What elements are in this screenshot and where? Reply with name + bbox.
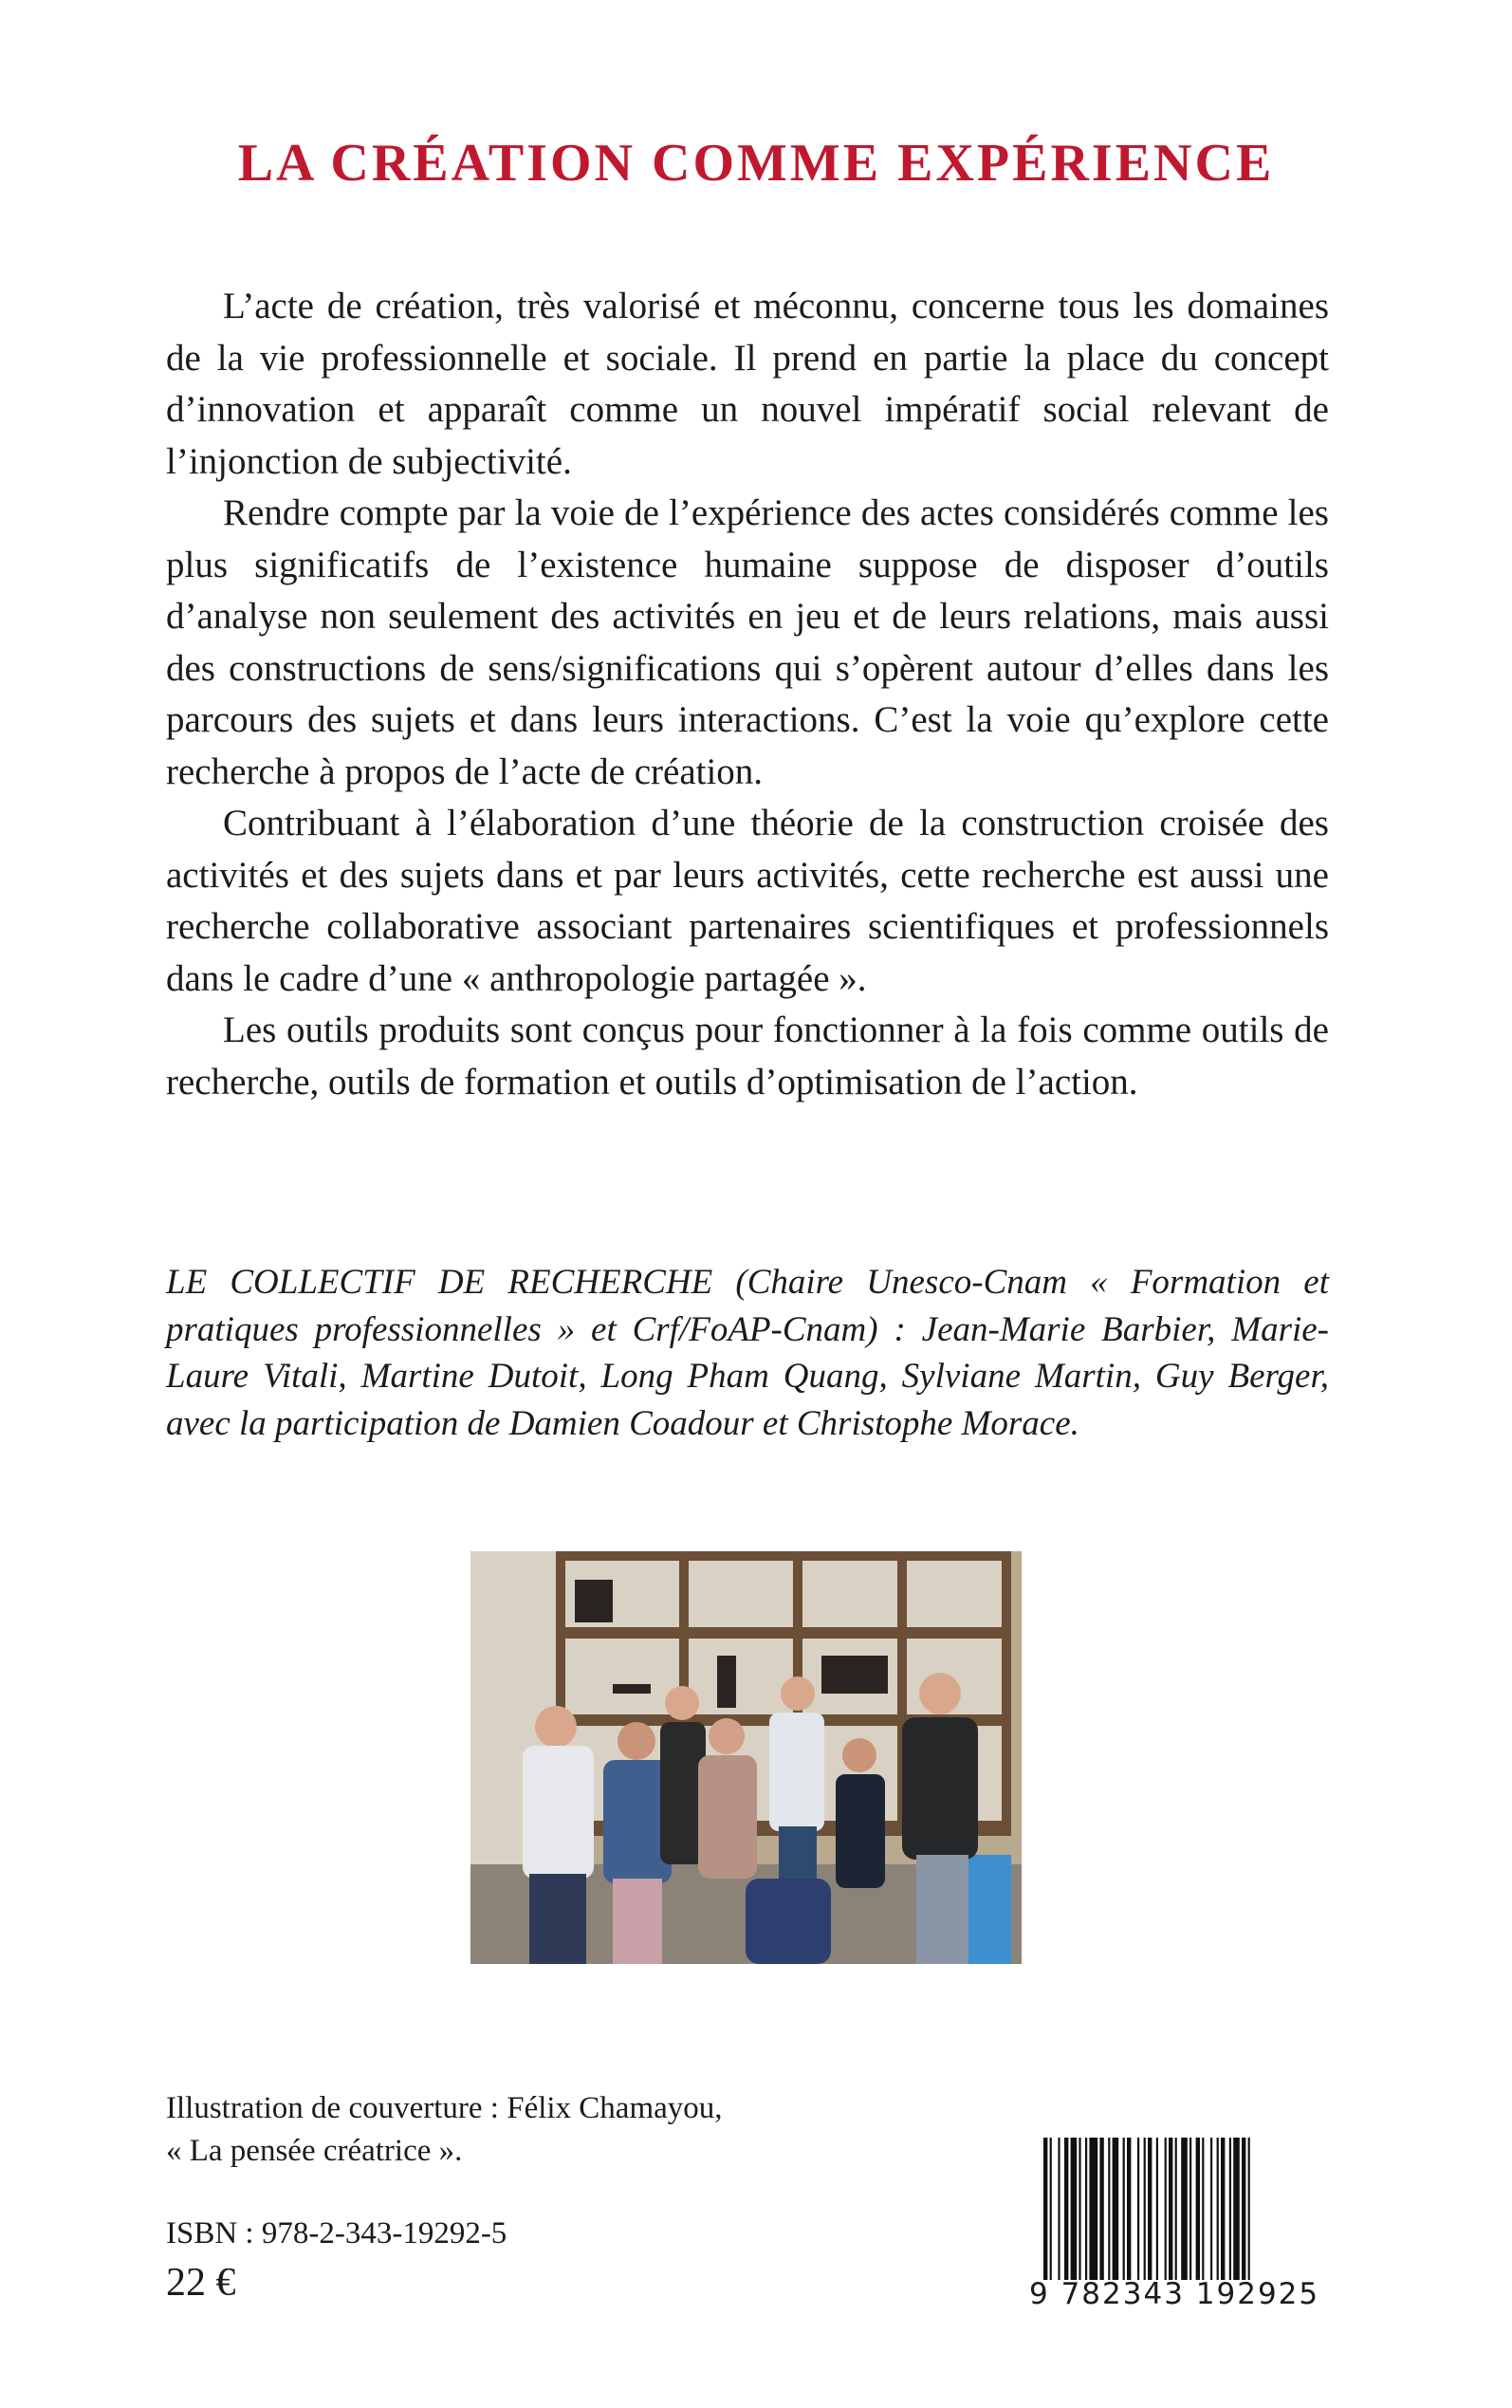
- cover-illustration-credit: [166, 2087, 723, 2173]
- credit-line: Illustration de couverture : Félix Chamayou,: [166, 2091, 723, 2125]
- summary-paragraph: Contribuant à l’élaboration d’une théorie de la construction croisée des activités et des sujets dans et par leurs activités, cette recherche est aussi une recherche collaborative associant partenaires scientifiques et professionnels dans le cadre d’une « anthropologie partagée ».: [166, 803, 1329, 999]
- authors-collective: LE COLLECTIF DE RECHERCHE (Chaire Unesco-Cnam « Formation et pratiques professionnelles » et Crf/FoAP-Cnam) : Jean-Marie Barbier, Marie-Laure Vitali, Martine Dutoit, Long Pham Quang, Sylviane Martin, Guy Berger, avec la participation de Damien Coadour et Christophe Morace.: [166, 1263, 1329, 1443]
- barcode-number: 9 782343 192925: [1029, 2277, 1320, 2311]
- book-title: LA CRÉATION COMME EXPÉRIENCE: [237, 134, 1275, 193]
- isbn: ISBN : 978-2-343-19292-5: [166, 2216, 507, 2251]
- price: 22 €: [166, 2261, 236, 2305]
- group-photo: [470, 1551, 1022, 1964]
- credit-line: « La pensée créatrice ».: [166, 2134, 463, 2168]
- back-cover-summary: [166, 281, 1329, 1108]
- summary-paragraph: L’acte de création, très valorisé et méconnu, concerne tous les domaines de la vie professionnelle et sociale. Il prend en partie la place du concept d’innovation et apparaît comme un nouvel impératif social relevant de l’injonction de subjectivité.: [166, 286, 1329, 482]
- summary-paragraph: Rendre compte par la voie de l’expérience des actes considérés comme les plus significatifs de l’existence humaine suppose de disposer d’outils d’analyse non seulement des activités en jeu et de leurs relations, mais aussi des constructions de sens/significations qui s’opèrent autour d’elles dans les parcours des sujets et dans leurs interactions. C’est la voie qu’explore cette recherche à propos de l’acte de création.: [166, 492, 1329, 792]
- summary-paragraph: Les outils produits sont conçus pour fonctionner à la fois comme outils de recherche, outils de formation et outils d’optimisation de l’action.: [166, 1010, 1329, 1102]
